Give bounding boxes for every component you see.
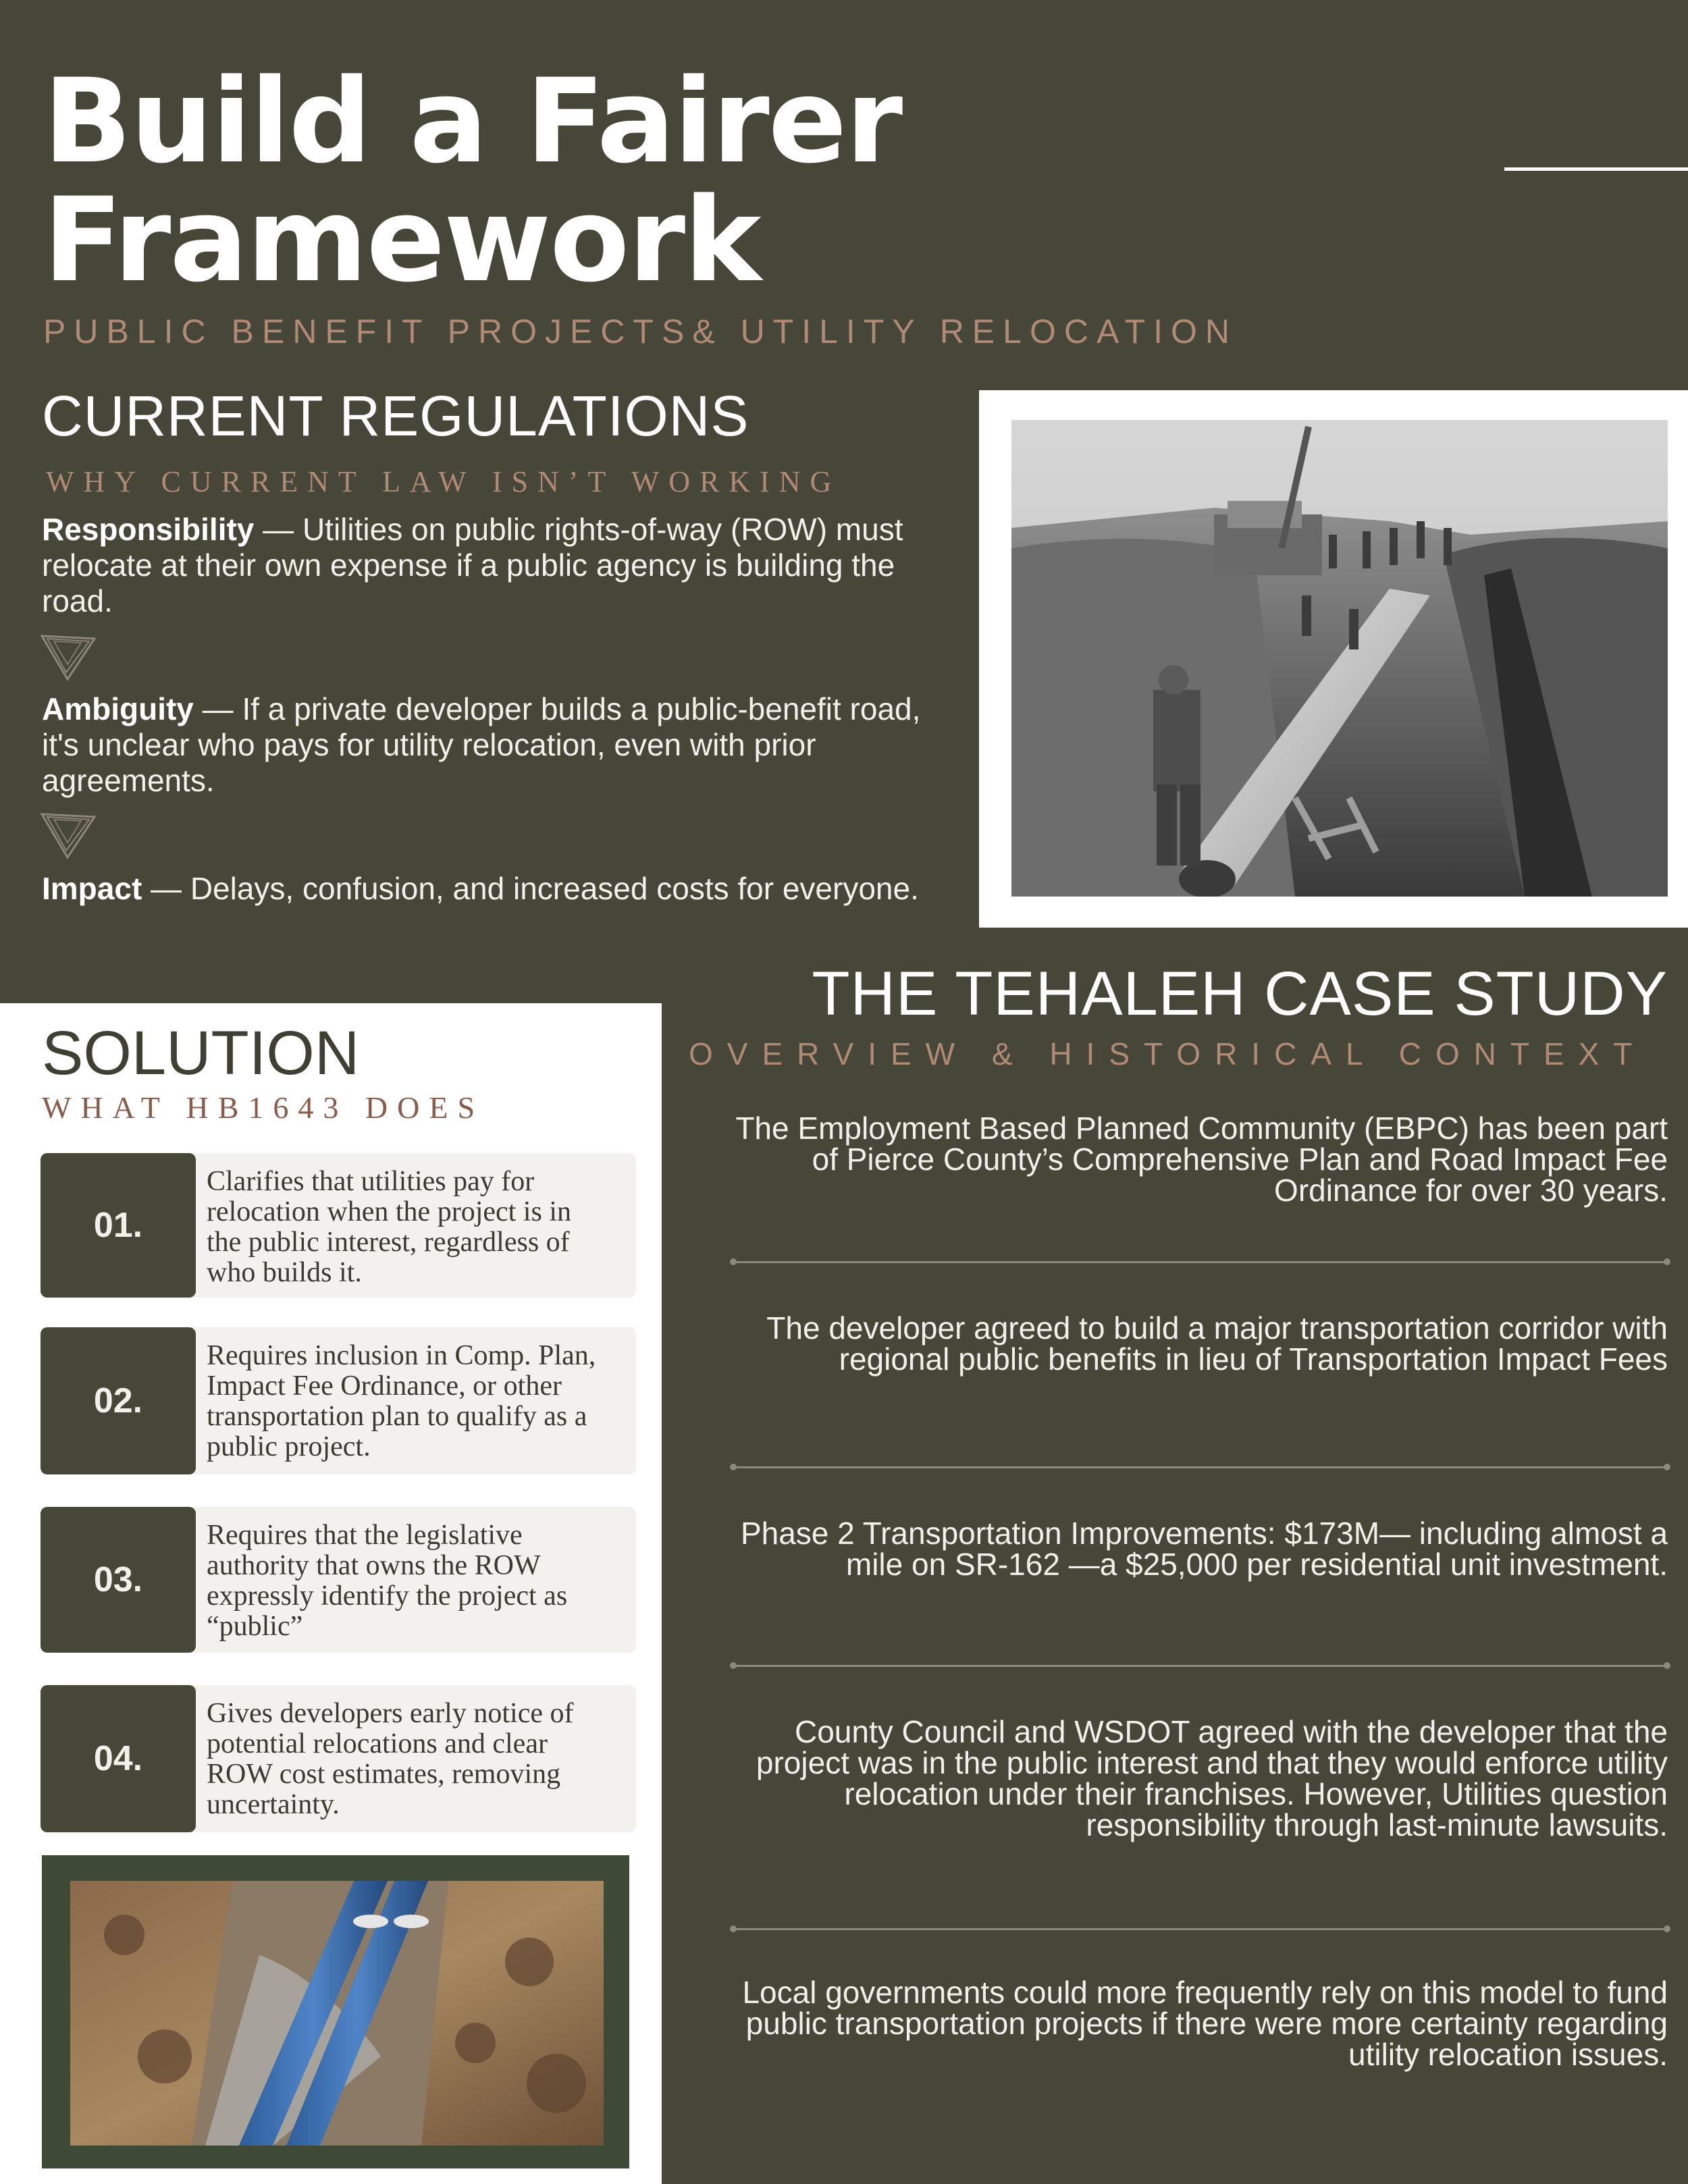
solution-item-02 (41, 1327, 636, 1474)
case-study-paragraph: County Council and WSDOT agreed with the developer that the project was in the public interest and that they would enforce utility relocation under their franchises. However, Utilities question responsibility through last-minute lawsuits. (756, 1714, 1668, 1842)
regulation-text: — Utilities on public rights-of-way (ROW) must relocate at their own expense if a public agency is building the road. (42, 512, 903, 618)
current-regulations-heading: CURRENT REGULATIONS (42, 384, 749, 448)
solution-item-03 (41, 1507, 636, 1653)
regulation-text: — If a private developer builds a public-benefit road, it's unclear who pays for utility relocation, even with prior agreements. (42, 691, 921, 798)
regulation-point-ambiguity (42, 691, 947, 799)
section-divider (733, 1928, 1668, 1930)
solution-item-text: Requires inclusion in Comp. Plan, Impact Fee Ordinance, or other transportation plan to qualify as a public project. (207, 1340, 596, 1462)
trench-pipes-photo (70, 1881, 604, 2146)
solution-item-04 (41, 1685, 636, 1832)
regulation-point-responsibility (42, 512, 947, 619)
solution-item-number: 02. (41, 1327, 196, 1474)
regulation-point-impact (42, 871, 947, 907)
current-regulations-kicker: WHY CURRENT LAW ISN’T WORKING (46, 465, 841, 498)
case-study-paragraph: Local governments could more frequently rely on this model to fund public transportation projects if there were more certainty regarding utility relocation issues. (742, 1975, 1668, 2072)
case-study-kicker: OVERVIEW & HISTORICAL CONTEXT (689, 1036, 1647, 1071)
page-title (43, 53, 1056, 308)
solution-item-number: 03. (41, 1507, 196, 1653)
solution-item-text: Requires that the legislative authority that owns the ROW expressly identify the project as “public” (207, 1520, 568, 1642)
solution-heading: SOLUTION (42, 1019, 360, 1088)
solution-item-number: 01. (41, 1153, 196, 1298)
triangle-divider-icon (38, 632, 99, 683)
section-divider (733, 1261, 1668, 1263)
solution-item-text: Gives developers early notice of potential relocations and clear ROW cost estimates, removing uncertainty. (207, 1698, 574, 1820)
triangle-divider-icon (38, 810, 99, 861)
regulation-label: Responsibility (42, 512, 255, 547)
title-line-2: Framework (43, 172, 760, 308)
case-study-heading: THE TEHALEH CASE STUDY (812, 959, 1668, 1028)
solution-item-text: Clarifies that utilities pay for relocation when the project is in the public interest, regardless of who builds it. (207, 1166, 571, 1288)
case-study-paragraph: The Employment Based Planned Community (EBPC) has been part of Pierce County’s Comprehensive Plan and Road Impact Fee Ordinance for over 30 years. (735, 1111, 1668, 1208)
title-line-1: Build a Fairer (43, 53, 902, 189)
pipeline-construction-photo (1011, 420, 1668, 897)
section-divider (733, 1466, 1668, 1468)
solution-item-number: 04. (41, 1685, 196, 1832)
case-study-paragraph: Phase 2 Transportation Improvements: $173M— including almost a mile on SR-162 —a $25,000 per residential unit investment. (740, 1516, 1668, 1582)
regulation-label: Ambiguity (42, 691, 194, 726)
page-subtitle: PUBLIC BENEFIT PROJECTS& UTILITY RELOCATION (43, 313, 1238, 350)
section-divider (733, 1665, 1668, 1667)
regulation-label: Impact (42, 871, 142, 906)
title-accent-line (1504, 167, 1688, 171)
regulation-text: — Delays, confusion, and increased costs for everyone. (142, 871, 919, 906)
case-study-paragraph: The developer agreed to build a major transportation corridor with regional public benefits in lieu of Transportation Impact Fees (766, 1310, 1668, 1377)
solution-item-01 (41, 1153, 636, 1298)
solution-kicker: WHAT HB1643 DOES (42, 1090, 485, 1125)
